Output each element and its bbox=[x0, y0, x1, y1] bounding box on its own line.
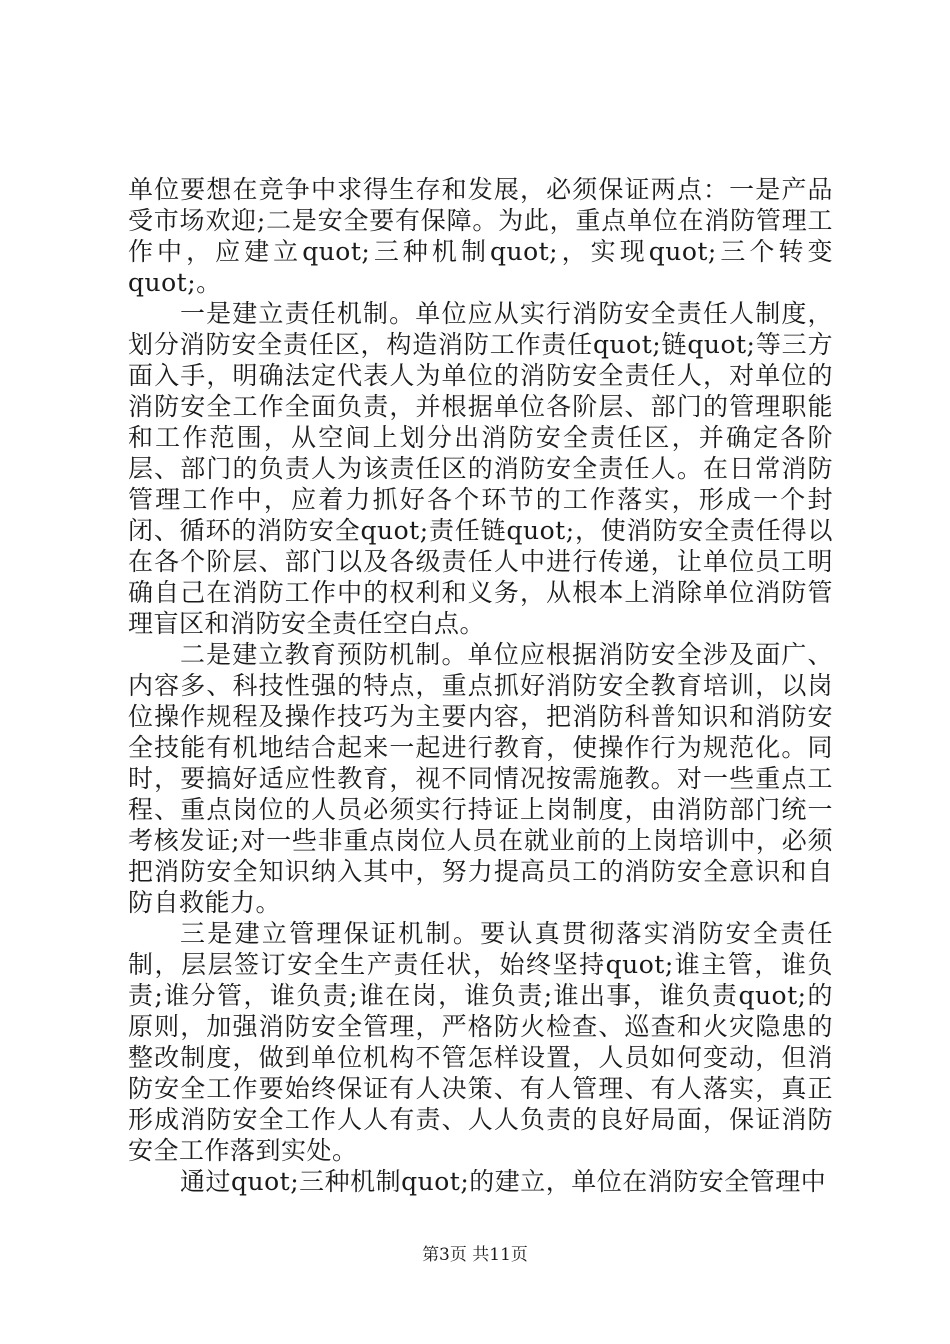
paragraph-management-mechanism: 三是建立管理保证机制。要认真贯彻落实消防安全责任制，层层签订安全生产责任状，始终坚持quot;谁主管，谁负责;谁分管，谁负责;谁在岗，谁负责;谁出事，谁负责quot;的原则，加强消防安全管理，严格防火检查、巡查和火灾隐患的整改制度，做到单位机构不管怎样设置，人员如何变动，但消防安全工作要始终保证有人决策、有人管理、有人落实，真正形成消防安全工作人人有责、人人负责的良好局面，保证消防安全工作落到实处。 bbox=[128, 919, 833, 1165]
page-number-indicator: 第3页 共11页 bbox=[422, 1245, 528, 1265]
paragraph-intro: 单位要想在竞争中求得生存和发展，必须保证两点：一是产品受市场欢迎;二是安全要有保障。为此，重点单位在消防管理工作中，应建立quot;三种机制quot;，实现quot;三个转变quot;。 bbox=[128, 175, 833, 297]
paragraph-education-mechanism: 二是建立教育预防机制。单位应根据消防安全涉及面广、内容多、科技性强的特点，重点抓好消防安全教育培训，以岗位操作规程及操作技巧为主要内容，把消防科普知识和消防安全技能有机地结合起来一起进行教育，使操作行为规范化。同时，要搞好适应性教育，视不同情况按需施教。对一些重点工程、重点岗位的人员必须实行持证上岗制度，由消防部门统一考核发证;对一些非重点岗位人员在就业前的上岗培训中，必须把消防安全知识纳入其中，努力提高员工的消防安全意识和自防自救能力。 bbox=[128, 640, 833, 917]
document-body bbox=[128, 174, 833, 1197]
page-footer bbox=[0, 1244, 950, 1266]
paragraph-responsibility-mechanism: 一是建立责任机制。单位应从实行消防安全责任人制度，划分消防安全责任区，构造消防工作责任quot;链quot;等三方面入手，明确法定代表人为单位的消防安全责任人，对单位的消防安全工作全面负责，并根据单位各阶层、部门的管理职能和工作范围，从空间上划分出消防安全责任区，并确定各阶层、部门的负责人为该责任区的消防安全责任人。在日常消防管理工作中，应着力抓好各个环节的工作落实，形成一个封闭、循环的消防安全quot;责任链quot;，使消防安全责任得以在各个阶层、部门以及各级责任人中进行传递，让单位员工明确自己在消防工作中的权利和义务，从根本上消除单位消防管理盲区和消防安全责任空白点。 bbox=[128, 299, 833, 638]
paragraph-conclusion-start: 通过quot;三种机制quot;的建立，单位在消防安全管理中 bbox=[180, 1167, 827, 1196]
